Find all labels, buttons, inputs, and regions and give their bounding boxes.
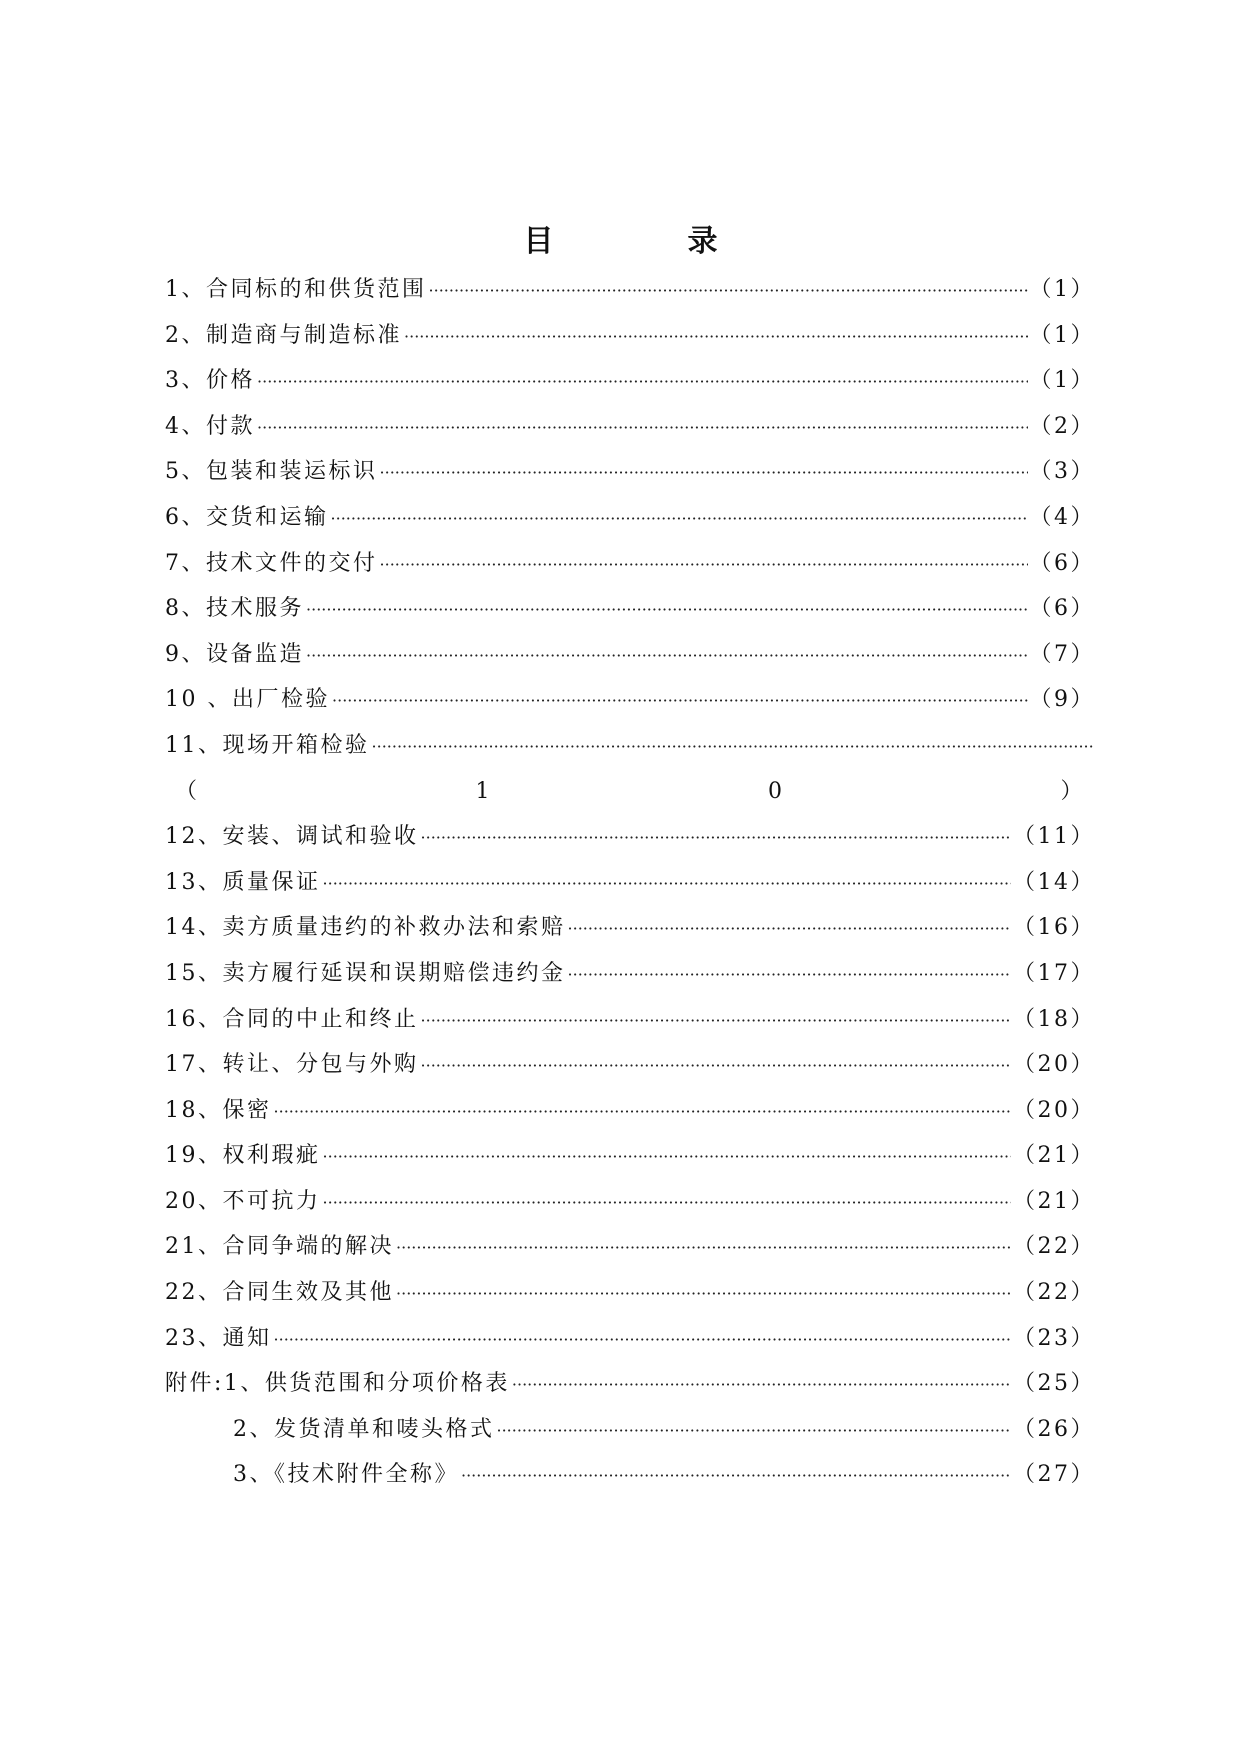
toc-entry-3: [165, 363, 1095, 409]
toc-attachment-3: [165, 1457, 1095, 1503]
toc-entry-title: 制造商与制造标准: [206, 322, 403, 348]
toc-entry-page: （21）: [1013, 1188, 1095, 1214]
toc-entry-page: （4）: [1029, 504, 1095, 530]
toc-entry-page: （9）: [1029, 687, 1095, 713]
toc-entry-number: 16、: [165, 1006, 223, 1032]
toc-entry-page: （20）: [1013, 1097, 1095, 1123]
toc-entry-title: 付款: [206, 413, 256, 439]
toc-leader-dots: [274, 1330, 1011, 1349]
toc-attachment-2: [165, 1412, 1095, 1458]
toc-leader-dots: [421, 1056, 1011, 1075]
toc-entry-title: 1、供货范围和分项价格表: [223, 1371, 510, 1397]
toc-leader-dots: [380, 555, 1028, 574]
toc-leader-dots: [323, 1147, 1011, 1166]
toc-entry-title: 设备监造: [206, 641, 305, 667]
toc-leader-dots: [497, 1421, 1012, 1440]
toc-entry-9: [165, 637, 1095, 683]
toc-entry-2: [165, 318, 1095, 364]
toc-entry-6: [165, 500, 1095, 546]
toc-entry-number: 21、: [165, 1234, 223, 1260]
toc-entry-page: （20）: [1013, 1052, 1095, 1078]
toc-entry-number: 19、: [165, 1143, 223, 1169]
toc-entry-10: [165, 682, 1095, 728]
toc-entry-title: 合同的中止和终止: [222, 1006, 419, 1032]
toc-entry-number: 18、: [165, 1097, 223, 1123]
toc-entry-page: （1）: [1029, 368, 1095, 394]
toc-entry-title: 转让、分包与外购: [222, 1052, 419, 1078]
toc-entry-title: 权利瑕疵: [222, 1143, 321, 1169]
toc-leader-dots: [323, 1193, 1011, 1212]
toc-entry-page: （21）: [1013, 1143, 1095, 1169]
toc-entry-page: （3）: [1029, 459, 1095, 485]
toc-entry-title: 安装、调试和验收: [222, 824, 419, 850]
toc-entry-number: 4、: [165, 413, 206, 439]
toc-entry-19: [165, 1138, 1095, 1184]
toc-entry-17: [165, 1047, 1095, 1093]
toc-entry-11: [165, 728, 1095, 774]
toc-entry-22: [165, 1275, 1095, 1321]
toc-leader-dots: [331, 509, 1028, 528]
toc-entry-number: 3、: [165, 368, 206, 394]
toc-wrapped-digit: 1: [475, 778, 492, 804]
toc-entry-title: 不可抗力: [222, 1188, 321, 1214]
toc-entry-8: [165, 591, 1095, 637]
toc-entry-number: 11、: [165, 732, 223, 758]
toc-entry-page: （17）: [1013, 960, 1095, 986]
toc-entry-page: （11）: [1013, 824, 1095, 850]
toc-entry-page: （1）: [1029, 322, 1095, 348]
toc-entry-title: 出厂检验: [232, 687, 331, 713]
toc-leader-dots: [323, 874, 1011, 893]
toc-entry-title: 价格: [206, 368, 256, 394]
toc-entry-title: 现场开箱检验: [222, 732, 370, 758]
toc-entry-14: [165, 910, 1095, 956]
toc-entry-page: （22）: [1013, 1234, 1095, 1260]
toc-entry-number: 15、: [165, 960, 223, 986]
toc-leader-dots: [274, 1102, 1011, 1121]
toc-leader-dots: [306, 646, 1027, 665]
toc-leader-dots: [421, 828, 1011, 847]
toc-entry-page: （14）: [1013, 869, 1095, 895]
toc-entry-number: 1、: [165, 277, 206, 302]
toc-leader-dots: [568, 919, 1011, 938]
toc-entry-number: 14、: [165, 915, 223, 941]
toc-entry-title: 交货和运输: [206, 504, 329, 530]
toc-leader-dots: [396, 1284, 1011, 1303]
toc-leader-dots: [372, 737, 1093, 756]
toc-wrapped-digit: 0: [767, 778, 785, 804]
toc-entry-title: 2、发货清单和唛头格式: [233, 1416, 495, 1442]
toc-entry-18: [165, 1093, 1095, 1139]
toc-entry-page: （2）: [1029, 413, 1095, 439]
toc-entry-15: [165, 956, 1095, 1002]
toc-entry-title: 保密: [222, 1097, 272, 1123]
toc-leader-dots: [421, 1011, 1011, 1030]
toc-entry-page: （25）: [1013, 1371, 1095, 1397]
toc-entry-page: （6）: [1029, 550, 1095, 576]
toc-entry-number: 10 、: [165, 687, 232, 713]
toc-entry-number: 22、: [165, 1280, 223, 1306]
toc-entry-1: [165, 272, 1095, 318]
toc-leader-dots: [332, 691, 1027, 710]
toc-entry-number: 13、: [165, 869, 223, 895]
toc-entry-16: [165, 1002, 1095, 1048]
toc-attachment-1: [165, 1366, 1095, 1412]
toc-leader-dots: [257, 418, 1027, 437]
toc-entry-number: 7、: [165, 550, 206, 576]
toc-entry-4: [165, 409, 1095, 455]
toc-entry-title: 合同标的和供货范围: [206, 277, 427, 302]
toc-entry-title: 通知: [222, 1325, 272, 1351]
toc-leader-dots: [380, 463, 1028, 482]
toc-entry-page: （16）: [1013, 915, 1095, 941]
toc-entry-number: 8、: [165, 596, 206, 622]
toc-entry-number: 2、: [165, 322, 206, 348]
toc-entry-11-page-wrapped: [165, 774, 1095, 820]
toc-entry-title: 质量保证: [222, 869, 321, 895]
toc-entry-number: 17、: [165, 1052, 223, 1078]
toc-entry-number: 12、: [165, 824, 223, 850]
toc-entry-title: 技术文件的交付: [206, 550, 378, 576]
table-of-contents: [165, 272, 1095, 1503]
toc-entry-number: 6、: [165, 504, 206, 530]
toc-entry-page: （7）: [1029, 641, 1095, 667]
toc-entry-12: [165, 819, 1095, 865]
toc-entry-title: 合同生效及其他: [222, 1280, 395, 1306]
toc-entry-page: （6）: [1029, 596, 1095, 622]
toc-leader-dots: [257, 372, 1027, 391]
toc-leader-dots: [461, 1466, 1011, 1485]
toc-entry-number: 5、: [165, 459, 206, 485]
toc-entry-page: （27）: [1013, 1462, 1095, 1488]
toc-entry-number: 9、: [165, 641, 206, 667]
toc-leader-dots: [429, 281, 1028, 300]
toc-entry-page: （1）: [1029, 277, 1095, 302]
toc-entry-title: 卖方履行延误和误期赔偿违约金: [222, 960, 566, 986]
toc-entry-number: 23、: [165, 1325, 223, 1351]
toc-entry-page: （22）: [1013, 1280, 1095, 1306]
toc-entry-20: [165, 1184, 1095, 1230]
toc-entry-21: [165, 1229, 1095, 1275]
toc-entry-page: （26）: [1013, 1416, 1095, 1442]
toc-entry-page: （18）: [1013, 1006, 1095, 1032]
toc-wrapped-open-paren: （: [175, 778, 200, 804]
toc-entry-page: （23）: [1013, 1325, 1095, 1351]
toc-entry-13: [165, 865, 1095, 911]
toc-leader-dots: [568, 965, 1011, 984]
toc-entry-title: 3、《技术附件全称》: [233, 1462, 459, 1488]
toc-entry-title: 技术服务: [206, 596, 305, 622]
toc-entry-7: [165, 546, 1095, 592]
toc-entry-5: [165, 454, 1095, 500]
toc-entry-title: 卖方质量违约的补救办法和索赔: [222, 915, 566, 941]
toc-leader-dots: [404, 327, 1027, 346]
toc-entry-number: 20、: [165, 1188, 223, 1214]
toc-leader-dots: [306, 600, 1027, 619]
toc-entry-title: 合同争端的解决: [222, 1234, 395, 1260]
toc-wrapped-close-paren: ）: [1060, 778, 1085, 804]
toc-leader-dots: [512, 1375, 1011, 1394]
toc-leader-dots: [396, 1238, 1011, 1257]
toc-attachment-label: 附件:: [165, 1371, 224, 1397]
page-title: 目 录: [523, 224, 770, 259]
toc-entry-23: [165, 1321, 1095, 1367]
toc-entry-title: 包装和装运标识: [206, 459, 378, 485]
